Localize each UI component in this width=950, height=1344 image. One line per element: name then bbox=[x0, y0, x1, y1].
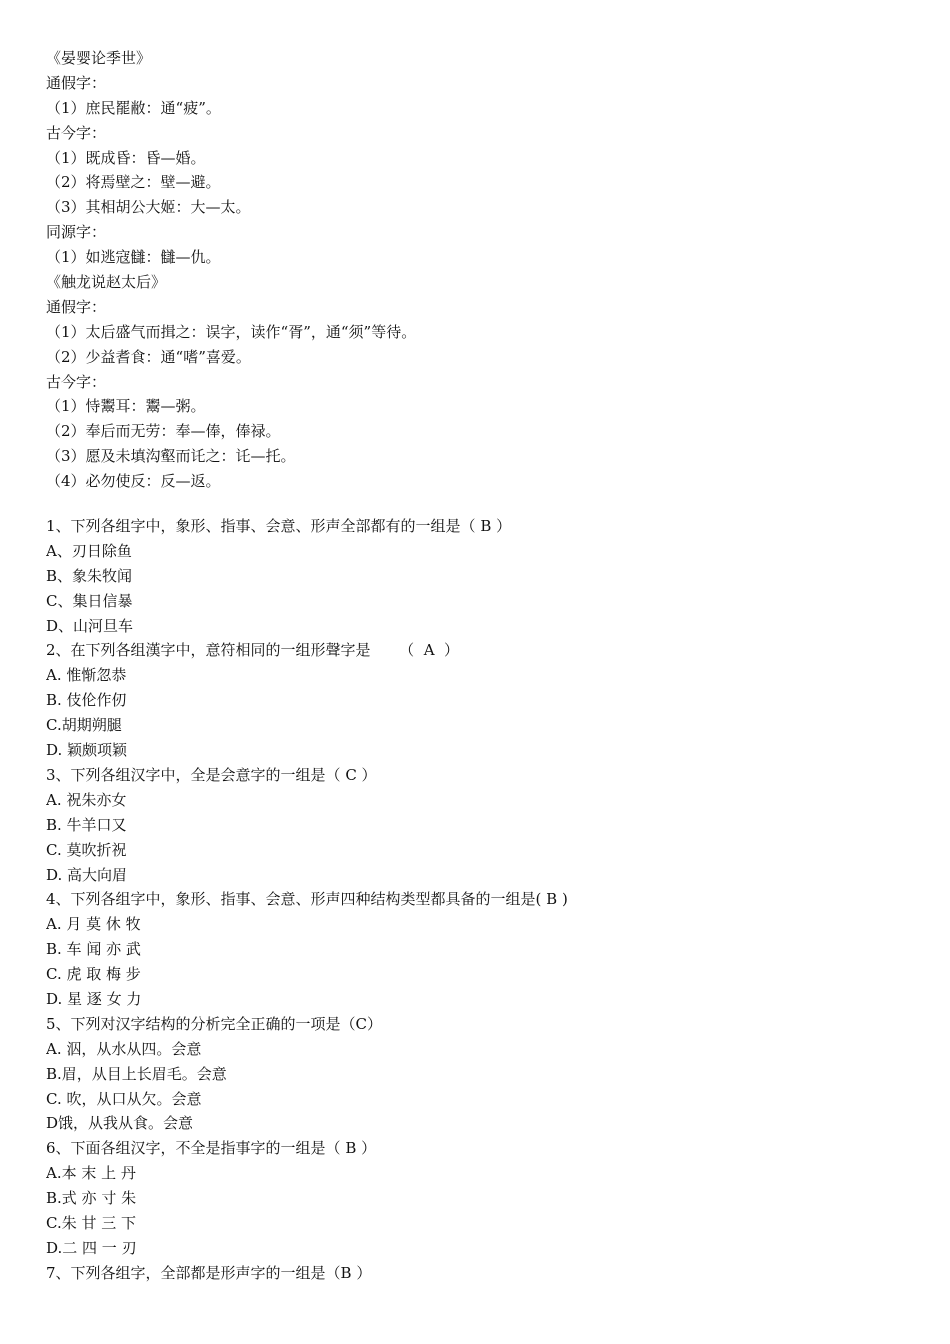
question-line: 7、下列各组字，全部都是形声字的一组是（B ） bbox=[46, 1263, 372, 1282]
text-line: （1）既成昏：昏—婚。 bbox=[46, 148, 206, 167]
question-line: 3、下列各组汉字中，全是会意字的一组是（ C ） bbox=[46, 765, 377, 784]
text-line: 《触龙说赵太后》 bbox=[46, 273, 167, 292]
question-line: A. 月 莫 休 牧 bbox=[46, 915, 141, 934]
question-line: D.二 四 一 刃 bbox=[46, 1238, 137, 1257]
question-line: A. 惟惭忽恭 bbox=[46, 666, 127, 685]
question-line: C. 莫吹折祝 bbox=[46, 840, 127, 859]
text-line: 《晏婴论季世》 bbox=[46, 49, 152, 67]
text-line: 古今字： bbox=[46, 123, 107, 142]
question-line: C. 吹，从口从欠。会意 bbox=[46, 1089, 202, 1108]
question-line: D. 高大向眉 bbox=[46, 865, 128, 884]
question-line: 5、下列对汉字结构的分析完全正确的一项是（C） bbox=[46, 1014, 383, 1033]
blank-line bbox=[46, 494, 926, 514]
text-line: （1）恃鬻耳：鬻—粥。 bbox=[46, 397, 206, 416]
text-line: （2）奉后而无劳：奉—俸，俸禄。 bbox=[46, 422, 281, 441]
text-line: （1）如逃寇讎：讎—仇。 bbox=[46, 248, 221, 267]
questions-section bbox=[46, 514, 926, 1286]
question-line: D. 颖颇项颖 bbox=[46, 741, 128, 760]
question-line: C.胡期朔腿 bbox=[46, 716, 122, 735]
question-line: 2、在下列各组漢字中，意符相同的一组形聲字是 （ A ） bbox=[46, 641, 460, 660]
document-page bbox=[46, 46, 926, 1286]
question-line: A. 祝朱亦女 bbox=[46, 790, 127, 809]
text-line: 古今字： bbox=[46, 372, 107, 391]
question-line: B. 伎伦作仞 bbox=[46, 691, 127, 710]
notes-section bbox=[46, 46, 926, 494]
text-line: （3）其相胡公大姬：大—太。 bbox=[46, 198, 251, 217]
question-line: D、山河旦车 bbox=[46, 616, 134, 635]
question-line: A. 泅，从水从四。会意 bbox=[46, 1039, 202, 1058]
text-line: 通假字： bbox=[46, 73, 107, 92]
question-line: B. 车 闻 亦 武 bbox=[46, 940, 141, 959]
text-line: 通假字： bbox=[46, 297, 107, 316]
text-line: （4）必勿使反：反—返。 bbox=[46, 472, 221, 491]
question-line: B、象朱牧闻 bbox=[46, 566, 133, 585]
question-line: 1、下列各组字中，象形、指事、会意、形声全部都有的一组是（ B ） bbox=[46, 517, 512, 536]
question-line: C.朱 甘 三 下 bbox=[46, 1213, 137, 1232]
question-line: B.眉，从目上长眉毛。会意 bbox=[46, 1064, 227, 1083]
text-line: （2）少益耆食：通“嗜”喜爱。 bbox=[46, 347, 251, 366]
text-line: 同源字： bbox=[46, 223, 107, 242]
question-line: C、集日信暴 bbox=[46, 591, 133, 610]
question-line: C. 虎 取 梅 步 bbox=[46, 965, 141, 984]
text-line: （3）愿及未填沟壑而讬之：讬—托。 bbox=[46, 447, 296, 466]
question-line: B. 牛羊口又 bbox=[46, 815, 127, 834]
text-line: （1）庶民罷敝：通“疲”。 bbox=[46, 98, 221, 117]
text-line: （2）将焉壁之：壁—避。 bbox=[46, 173, 221, 192]
question-line: A.本 末 上 丹 bbox=[46, 1164, 136, 1183]
question-line: B.式 亦 寸 朱 bbox=[46, 1189, 137, 1208]
question-line: 4、下列各组字中，象形、指事、会意、形声四种结构类型都具备的一组是( B ) bbox=[46, 890, 568, 909]
question-line: D. 星 逐 女 力 bbox=[46, 989, 142, 1008]
question-line: D饿，从我从食。会意 bbox=[46, 1114, 194, 1133]
question-line: A、刃日除鱼 bbox=[46, 541, 132, 560]
text-line: （1）太后盛气而揖之：误字，读作“胥”，通“须”等待。 bbox=[46, 322, 417, 341]
question-line: 6、下面各组汉字，不全是指事字的一组是（ B ） bbox=[46, 1139, 377, 1158]
